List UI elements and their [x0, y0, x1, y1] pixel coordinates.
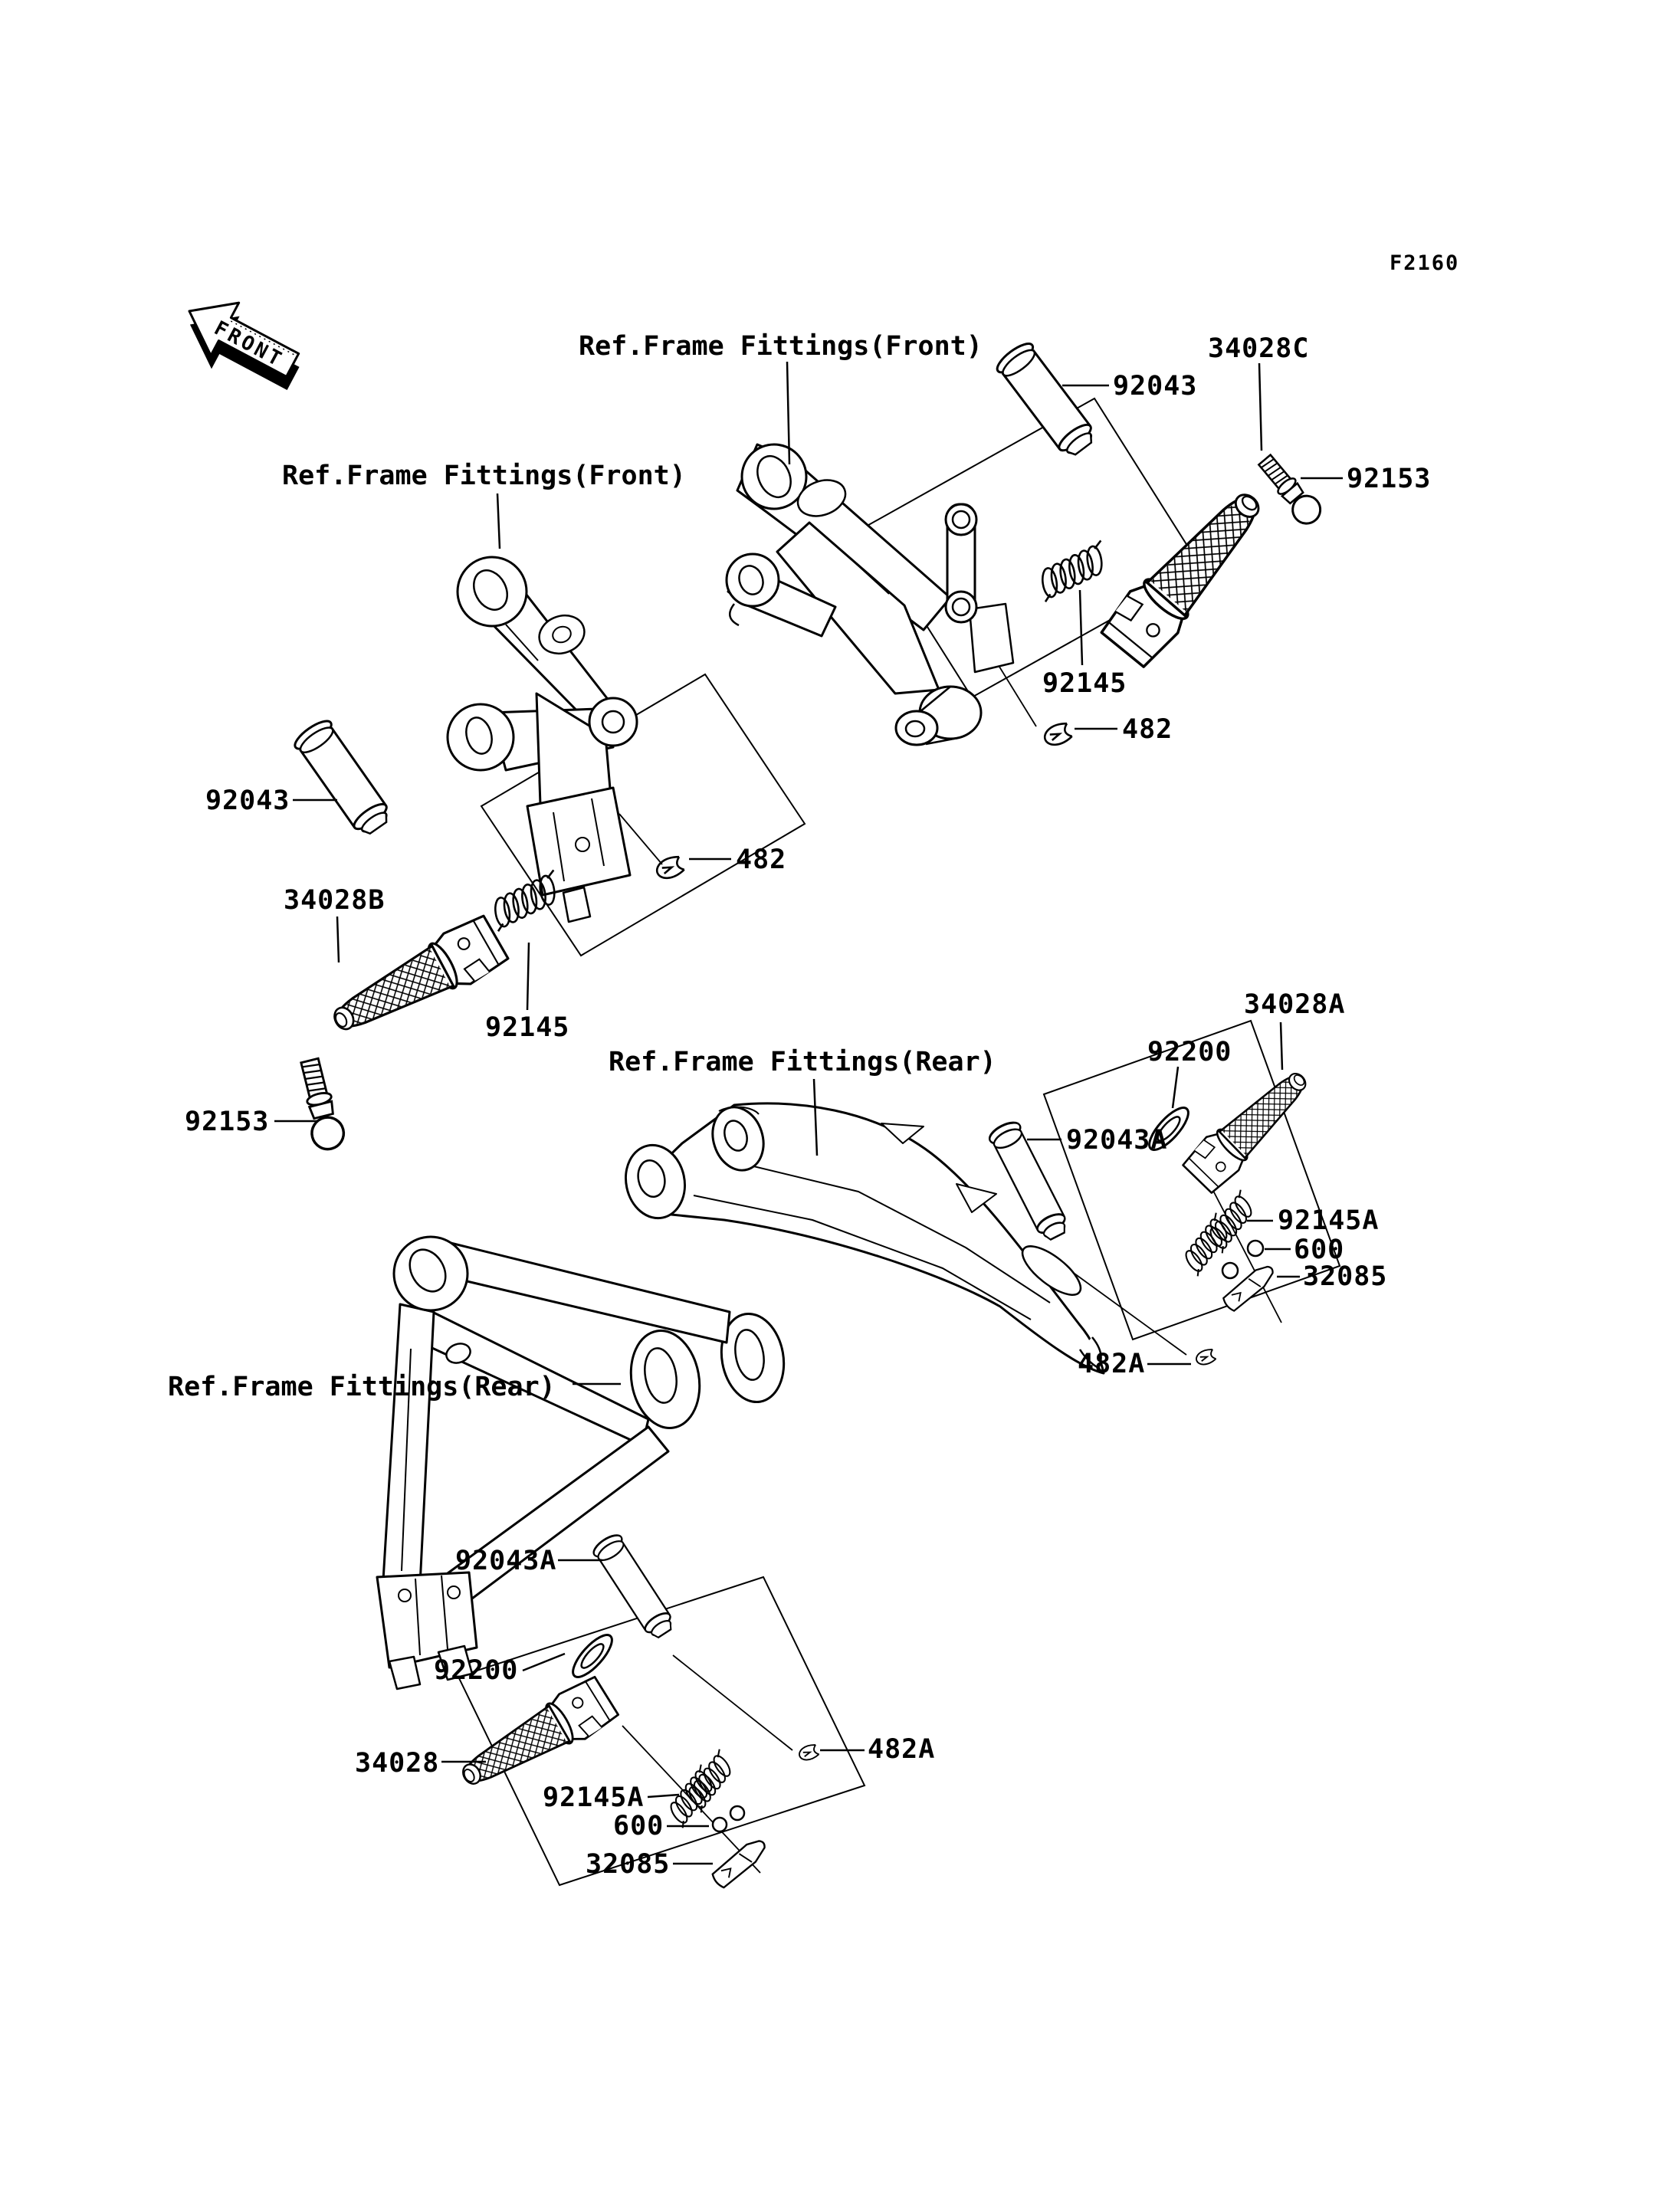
part-label-92145a-left: 92145A	[543, 1782, 645, 1813]
part-label-92200-right: 92200	[1147, 1037, 1232, 1067]
clip-482-left	[654, 854, 685, 882]
pin-92043a-bottom	[590, 1531, 678, 1642]
leader-34028c	[1259, 363, 1262, 451]
ref-label-rear-bottom: Ref.Frame Fittings(Rear)	[168, 1372, 556, 1402]
part-label-92153-left: 92153	[185, 1107, 270, 1137]
part-label-92145-left: 92145	[485, 1012, 570, 1043]
figure-code: F2160	[1390, 251, 1460, 275]
ref-label-front-left: Ref.Frame Fittings(Front)	[282, 461, 686, 491]
leader-92200-left	[523, 1654, 565, 1671]
leader-92145a-left	[648, 1795, 679, 1797]
rear-left-bracket	[377, 1237, 790, 1689]
washer-92200-left	[567, 1629, 618, 1682]
footpeg-34028c	[1098, 477, 1277, 671]
part-label-600-right: 600	[1294, 1235, 1345, 1265]
part-label-34028-left: 34028	[355, 1748, 440, 1779]
ref-label-rear-mid: Ref.Frame Fittings(Rear)	[609, 1047, 996, 1077]
part-label-482-top: 482	[1122, 714, 1173, 745]
part-label-92043a-left: 92043A	[455, 1546, 557, 1576]
part-label-92145-top: 92145	[1042, 668, 1127, 699]
front-direction-arrow	[170, 284, 313, 405]
part-label-92145a-right: 92145A	[1278, 1205, 1380, 1236]
ref-label-front-top: Ref.Frame Fittings(Front)	[579, 331, 983, 362]
slider-32085-bottom	[710, 1836, 769, 1890]
part-label-92043a-mid: 92043A	[1066, 1125, 1168, 1156]
leader-ref-front-left	[497, 494, 500, 549]
front-marker-text: FRONT	[210, 316, 288, 372]
part-label-482a-left: 482A	[868, 1734, 936, 1765]
part-label-34028b: 34028B	[284, 885, 386, 916]
clip-482a-bottom	[797, 1743, 819, 1763]
ball-600-right-1	[1248, 1241, 1263, 1256]
part-label-92200-left: 92200	[434, 1655, 519, 1686]
ball-600-right-2	[1222, 1263, 1238, 1278]
footpeg-34028a	[1180, 1060, 1318, 1195]
bolt-92153-left	[294, 1057, 347, 1153]
part-label-34028c: 34028C	[1208, 333, 1310, 364]
leader-92145-left	[527, 943, 529, 1010]
clip-482-top	[1042, 721, 1073, 749]
group-box-rear-right	[1044, 1021, 1340, 1340]
part-label-482a-right: 482A	[1078, 1349, 1146, 1379]
ball-600-bottom-2	[730, 1806, 744, 1820]
part-label-600-left: 600	[613, 1811, 664, 1841]
pin-92043-left	[291, 716, 395, 841]
pin-92043-top	[993, 339, 1101, 461]
part-label-92043-left: 92043	[205, 785, 290, 816]
part-label-32085-right: 32085	[1303, 1261, 1388, 1292]
ball-600-bottom-1	[713, 1818, 727, 1831]
leader-92145-top	[1080, 590, 1082, 665]
balls-600	[713, 1241, 1263, 1831]
part-label-482-left: 482	[736, 844, 787, 875]
part-label-92153-top: 92153	[1347, 464, 1432, 494]
part-label-92043-top: 92043	[1113, 371, 1198, 402]
footpeg-34028b	[323, 913, 510, 1048]
bolt-92153-top	[1254, 451, 1326, 529]
part-label-34028a: 34028A	[1244, 989, 1346, 1020]
leader-92200-right	[1173, 1067, 1178, 1108]
clip-482a-right	[1194, 1348, 1216, 1367]
leader-34028b	[337, 917, 339, 962]
front-right-bracket	[727, 444, 1013, 745]
leader-34028a	[1281, 1022, 1282, 1070]
front-left-bracket	[448, 557, 637, 922]
part-label-32085-left: 32085	[586, 1849, 671, 1880]
spring-92145-top	[1032, 540, 1114, 602]
